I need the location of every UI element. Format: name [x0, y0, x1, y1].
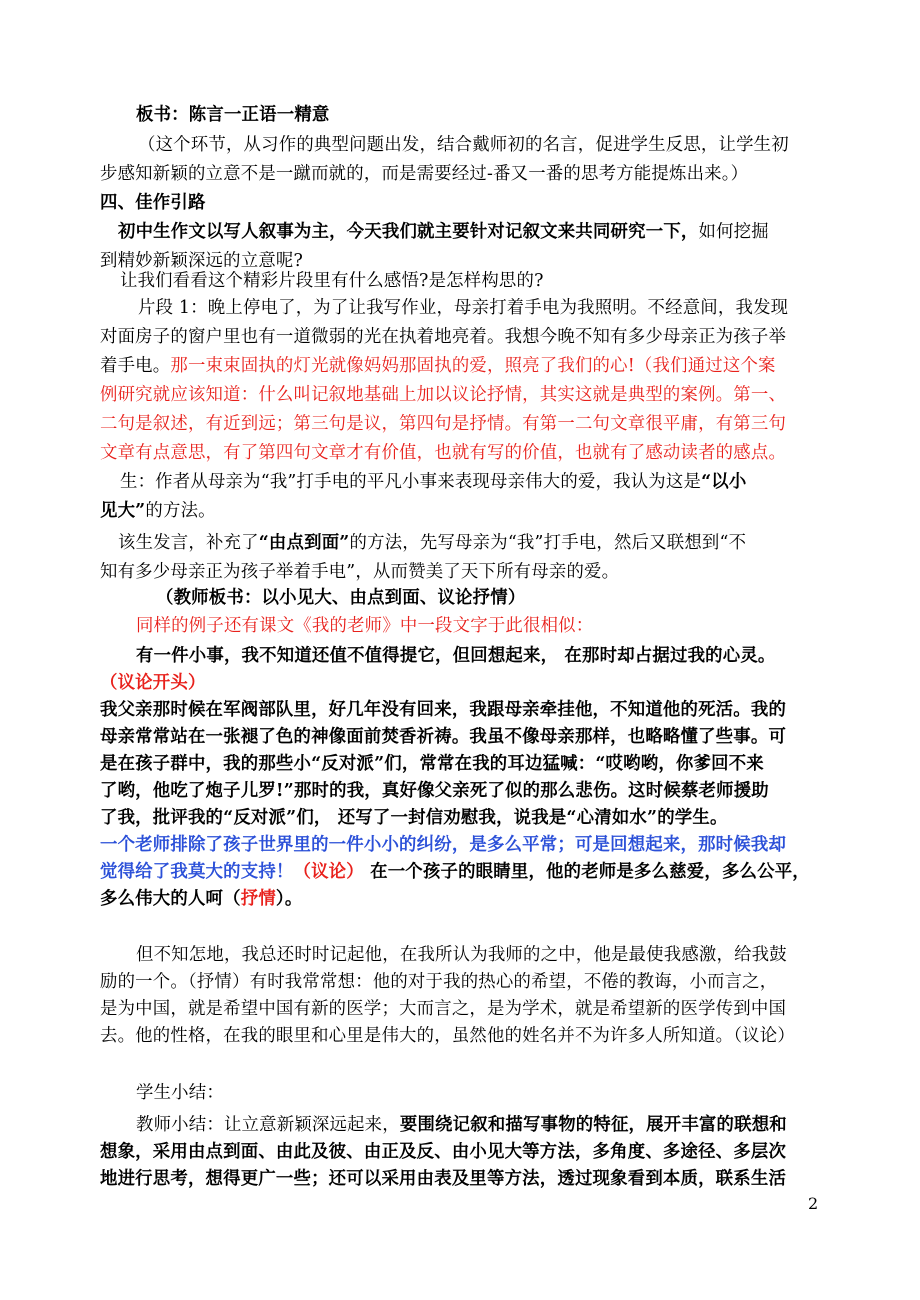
paragraph-line: 地进行思考，想得更广一些；还可以采用由表及里等方法，透过现象看到本质，联系生活 — [100, 1169, 787, 1189]
annotation: （议论开头） — [100, 673, 206, 693]
quote-line: 母亲常常站在一张褪了色的神像面前焚香祈祷。我虽不像母亲那样，也略略懂了些事。可 — [100, 727, 787, 747]
paragraph-line: 文章有点意思，有了第四句文章才有价值，也就有写的价值，也就有了感动读者的感点。 — [100, 443, 787, 463]
board-note: （教师板书：以小见大、由点到面、议论抒情） — [156, 588, 526, 608]
paragraph-line: 步感知新颖的立意不是一蹴而就的，而是需要经过-番又一番的思考方能提炼出来。） — [100, 164, 749, 184]
paragraph-line: 去。他的性格，在我的眼里和心里是伟大的，虽然他的姓名并不为许多人所知道。（议论） — [100, 1026, 795, 1046]
paragraph-line: 让我们看看这个精彩片段里有什么感悟?是怎样构思的? — [120, 271, 544, 291]
quote-line: 我父亲那时候在军阀部队里，好几年没有回来，我跟母亲牵挂他，不知道他的死活。我的 — [100, 700, 787, 720]
paragraph-line: 对面房子的窗户里也有一道微弱的光在执着地亮着。我想今晚不知有多少母亲正为孩子举 — [100, 327, 787, 347]
quote-line: 觉得给了我莫大的支持！（议论） 在一个孩子的眼睛里，他的老师是多么慈爱，多么公平， — [100, 862, 810, 882]
paragraph-line: 二句是叙述，有近到远；第三句是议，第四句是抒情。有第一二句文章很平庸，有第三句 — [100, 414, 787, 434]
paragraph-line: 教师小结：让立意新颖深远起来，要围绕记叙和描写事物的特征，展开丰富的联想和 — [136, 1115, 787, 1135]
quote-line: 了我，批评我的“反对派”们， 还写了一封信劝慰我，说我是“心清如水”的学生。 — [100, 808, 728, 828]
quote-line: 了哟，他吃了炮子儿罗!”那时的我，真好像父亲死了似的那么悲伤。这时候蔡老师援助 — [100, 781, 769, 801]
paragraph-line: 同样的例子还有课文《我的老师》中一段文字于此很相似： — [136, 616, 594, 636]
paragraph-line: 着手电。那一束束固执的灯光就像妈妈那固执的爱，照亮了我们的心!（我们通过这个案 — [100, 356, 776, 376]
paragraph-line: 想象，采用由点到面、由此及彼、由正及反、由小见大等方法，多角度、多途径、多层次 — [100, 1142, 787, 1162]
paragraph-line: 知有多少母亲正为孩子举着手电”，从而赞美了天下所有母亲的爱。 — [100, 562, 620, 582]
section-heading: 四、佳作引路 — [100, 193, 206, 213]
paragraph-line: 学生小结： — [136, 1083, 224, 1103]
paragraph-line: 是为中国，就是希望中国有新的医学；大而言之，是为学术，就是希望新的医学传到中国 — [100, 999, 787, 1019]
paragraph-line: 初中生作文以写人叙事为主，今天我们就主要针对记叙文来共同研究一下，如何挖掘 — [118, 222, 769, 242]
page-number: 2 — [808, 1194, 819, 1213]
paragraph-line: 励的一个。（抒情）有时我常常想：他的对于我的热心的希望，不倦的教诲，小而言之， — [100, 972, 778, 992]
paragraph-line: （这个环节，从习作的典型问题出发，结合戴师初的名言，促进学生反思，让学生初 — [138, 135, 789, 155]
paragraph-line: 该生发言，补充了“由点到面”的方法，先写母亲为“我”打手电，然后又联想到“不 — [118, 533, 747, 553]
quote-line: 是在孩子群中，我的那些小“反对派”们，常常在我的耳边猛喊：“哎哟哟，你爹回不来 — [100, 754, 764, 774]
paragraph-line: 片段 1：晚上停电了，为了让我写作业，母亲打着手电为我照明。不经意间，我发现 — [138, 298, 789, 318]
paragraph-line: 生：作者从母亲为“我”打手电的平凡小事来表现母亲伟大的爱，我认为这是“以小 — [120, 472, 747, 492]
paragraph-line: 例研究就应该知道：什么叫记叙地基础上加以议论抒情，其实这就是典型的案例。第一、 — [100, 385, 787, 405]
quote-line: 多么伟大的人呵（抒情）。 — [100, 889, 303, 909]
board-note: 板书：陈言一正语一精意 — [136, 105, 330, 125]
quote-line: 有一件小事，我不知道还值不值得提它，但回想起来， 在那时却占据过我的心灵。 — [136, 646, 776, 666]
paragraph-line: 到精妙新颖深远的立意呢? — [100, 251, 304, 271]
paragraph-line: 但不知怎地，我总还时时记起他，在我所认为我师的之中，他是最使我感激，给我鼓 — [136, 945, 787, 965]
paragraph-line: 见大”的方法。 — [100, 501, 216, 521]
quote-line: 一个老师排除了孩子世界里的一件小小的纠纷，是多么平常；可是回想起来，那时候我却 — [100, 835, 787, 855]
